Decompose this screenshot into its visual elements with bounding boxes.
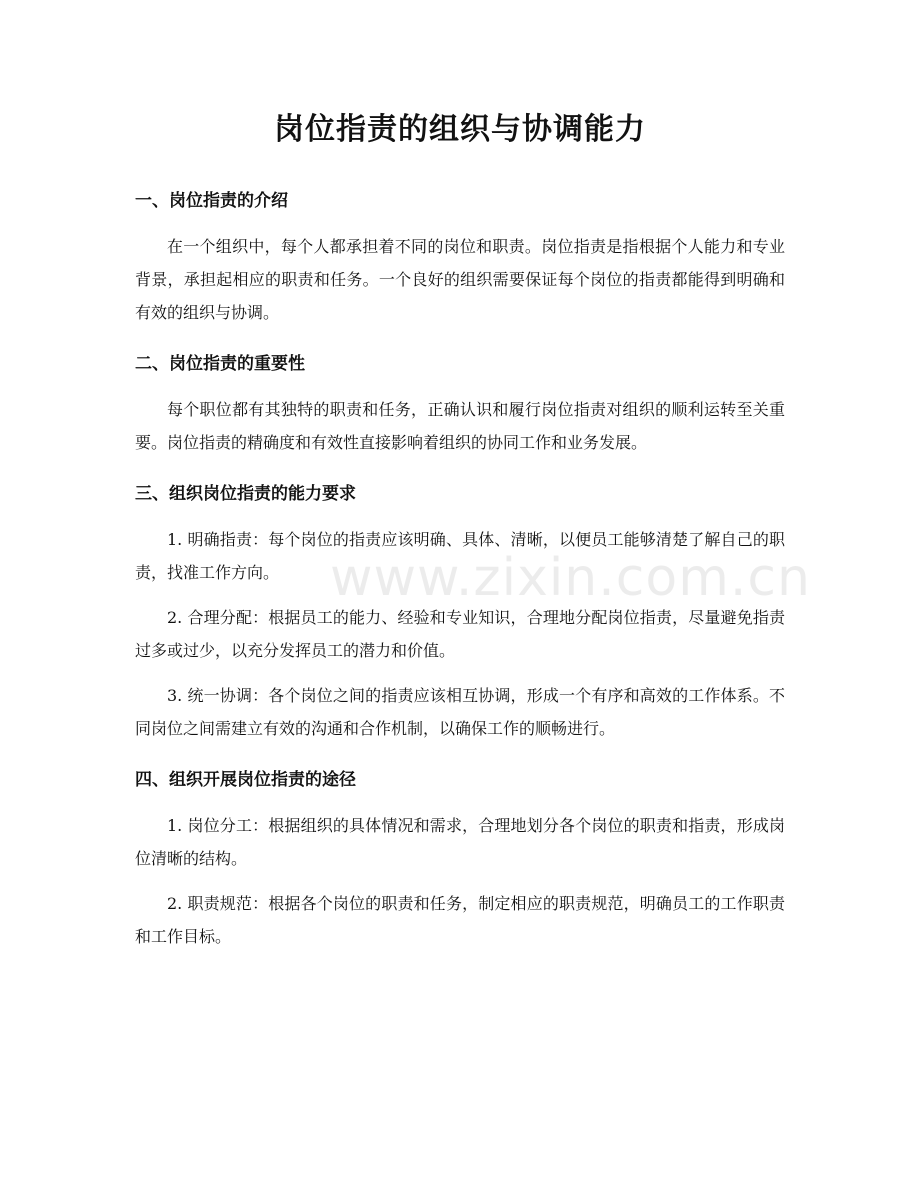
section-introduction <box>135 184 785 329</box>
paragraph: 每个职位都有其独特的职责和任务，正确认识和履行岗位指责对组织的顺利运转至关重要。岗位指责的精确度和有效性直接影响着组织的协同工作和业务发展。 <box>135 400 785 452</box>
document-title: 岗位指责的组织与协调能力 <box>274 112 646 147</box>
section-ability-requirements <box>135 477 785 745</box>
document-body <box>135 184 785 965</box>
section-approaches <box>135 763 785 953</box>
list-paragraph: 3. 统一协调：各个岗位之间的指责应该相互协调，形成一个有序和高效的工作体系。不同岗位之间需建立有效的沟通和合作机制，以确保工作的顺畅进行。 <box>135 686 785 738</box>
section-heading: 三、组织岗位指责的能力要求 <box>135 484 356 504</box>
paragraph: 在一个组织中，每个人都承担着不同的岗位和职责。岗位指责是指根据个人能力和专业背景，承担起相应的职责和任务。一个良好的组织需要保证每个岗位的指责都能得到明确和有效的组织与协调。 <box>135 237 785 322</box>
section-heading: 二、岗位指责的重要性 <box>135 354 305 374</box>
watermark: www.zixin.com.cn <box>330 548 811 608</box>
list-paragraph: 2. 合理分配：根据员工的能力、经验和专业知识，合理地分配岗位指责，尽量避免指责过多或过少，以充分发挥员工的潜力和价值。 <box>135 608 785 660</box>
section-heading: 一、岗位指责的介绍 <box>135 191 288 211</box>
section-heading: 四、组织开展岗位指责的途径 <box>135 770 356 790</box>
section-importance <box>135 347 785 459</box>
list-paragraph: 1. 岗位分工：根据组织的具体情况和需求，合理地划分各个岗位的职责和指责，形成岗位清晰的结构。 <box>135 816 785 868</box>
list-paragraph: 1. 明确指责：每个岗位的指责应该明确、具体、清晰，以便员工能够清楚了解自己的职责，找准工作方向。 <box>135 530 785 582</box>
list-paragraph: 2. 职责规范：根据各个岗位的职责和任务，制定相应的职责规范，明确员工的工作职责和工作目标。 <box>135 894 785 946</box>
